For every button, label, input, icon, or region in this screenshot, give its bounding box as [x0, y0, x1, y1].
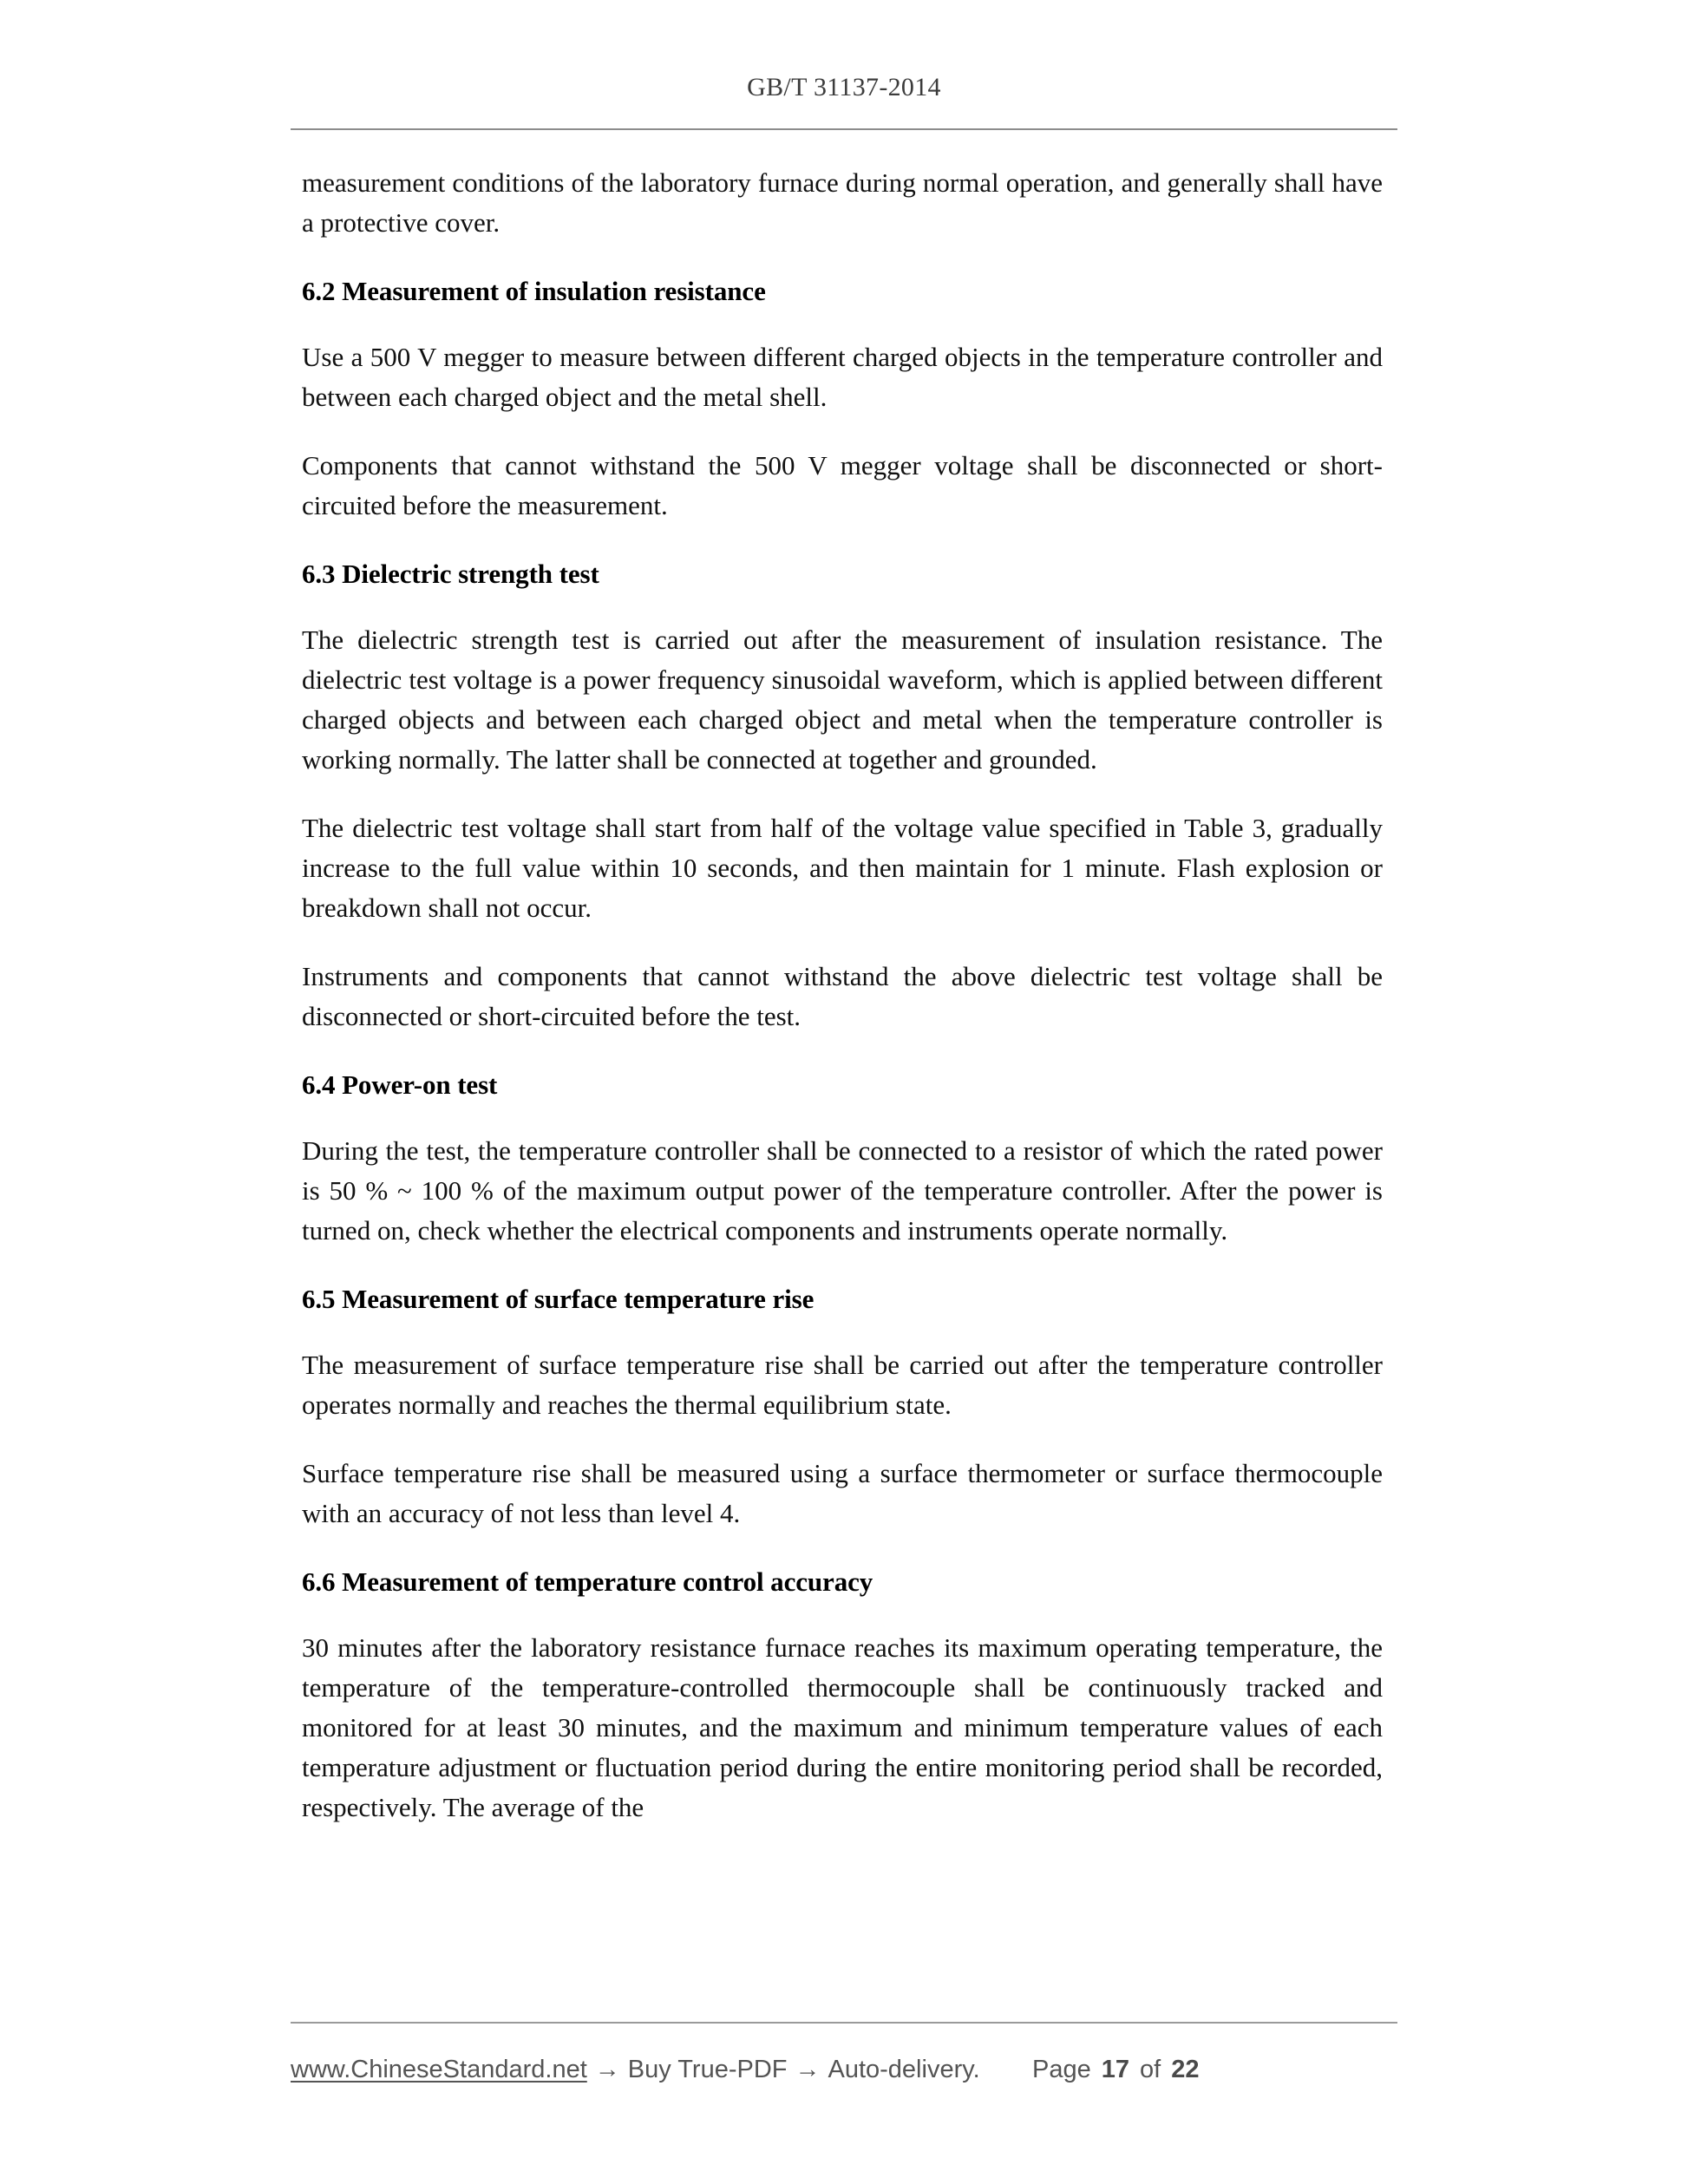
section-heading: 6.4 Power-on test: [302, 1069, 498, 1100]
body-paragraph: Surface temperature rise shall be measured using a surface thermometer or surface thermocouple with an accuracy of not less than level 4.: [302, 1458, 1383, 1528]
current-page-number: 17: [1101, 2055, 1129, 2083]
body-paragraph: The dielectric strength test is carried out after the measurement of insulation resistance. The dielectric test voltage is a power frequency sinusoidal waveform, which is applied between different charged objects and between each charged object and metal when the temperature controller is working normally. The latter shall be connected at together and grounded.: [302, 624, 1383, 775]
page-indicator: [1032, 2045, 1199, 2094]
arrow-right-icon: →: [594, 2055, 620, 2083]
total-page-count: 22: [1171, 2055, 1200, 2083]
page-label: Page: [1032, 2055, 1091, 2083]
running-header: [291, 73, 1397, 101]
body-paragraph: Instruments and components that cannot withstand the above dielectric test voltage shall be disconnected or short-circuited before the test.: [302, 961, 1383, 1031]
body-paragraph: Use a 500 V megger to measure between different charged objects in the temperature controller and between each charged object and the metal shell.: [302, 342, 1383, 412]
body-paragraph: The dielectric test voltage shall start from half of the voltage value specified in Table 3, gradually increase to the full value within 10 seconds, and then maintain for 1 minute. Flash explosion or breakdown shall not occur.: [302, 813, 1383, 923]
chinesestandard-url-link[interactable]: www.ChineseStandard.net: [291, 2055, 587, 2083]
body-paragraph: The measurement of surface temperature rise shall be carried out after the temperature controller operates normally and reaches the thermal equilibrium state.: [302, 1350, 1383, 1420]
section-heading: 6.6 Measurement of temperature control accuracy: [302, 1566, 873, 1597]
body-paragraph: 30 minutes after the laboratory resistance furnace reaches its maximum operating temperature, the temperature of the temperature-controlled thermocouple shall be continuously tracked and monitored for at least 30 minutes, and the maximum and minimum temperature values of each temperature adjustment or fluctuation period during the entire monitoring period shall be recorded, respectively. The average of the: [302, 1632, 1383, 1822]
body-paragraph: Components that cannot withstand the 500 V megger voltage shall be disconnected or short-circuited before the measurement.: [302, 450, 1383, 520]
header-divider: [291, 128, 1397, 130]
section-heading: 6.2 Measurement of insulation resistance: [302, 276, 766, 306]
page-footer: [291, 2045, 1397, 2094]
of-label: of: [1140, 2055, 1161, 2083]
document-body: [302, 163, 1383, 1828]
section-heading: 6.5 Measurement of surface temperature rise: [302, 1284, 815, 1314]
standard-number: GB/T 31137-2014: [747, 73, 941, 101]
footer-promo: [291, 2056, 980, 2084]
body-paragraph: During the test, the temperature controller shall be connected to a resistor of which the rated power is 50 % ~ 100 % of the maximum output power of the temperature controller. After the power is turned on, check whether the electrical components and instruments operate normally.: [302, 1135, 1383, 1246]
body-paragraph: measurement conditions of the laboratory furnace during normal operation, and generally shall have a protective cover.: [302, 167, 1383, 238]
buy-true-pdf-label: Buy True-PDF: [627, 2055, 788, 2083]
auto-delivery-label: Auto-delivery.: [828, 2055, 980, 2083]
section-heading: 6.3 Dielectric strength test: [302, 559, 599, 589]
arrow-right-icon-2: →: [795, 2055, 821, 2083]
footer-divider: [291, 2022, 1397, 2024]
